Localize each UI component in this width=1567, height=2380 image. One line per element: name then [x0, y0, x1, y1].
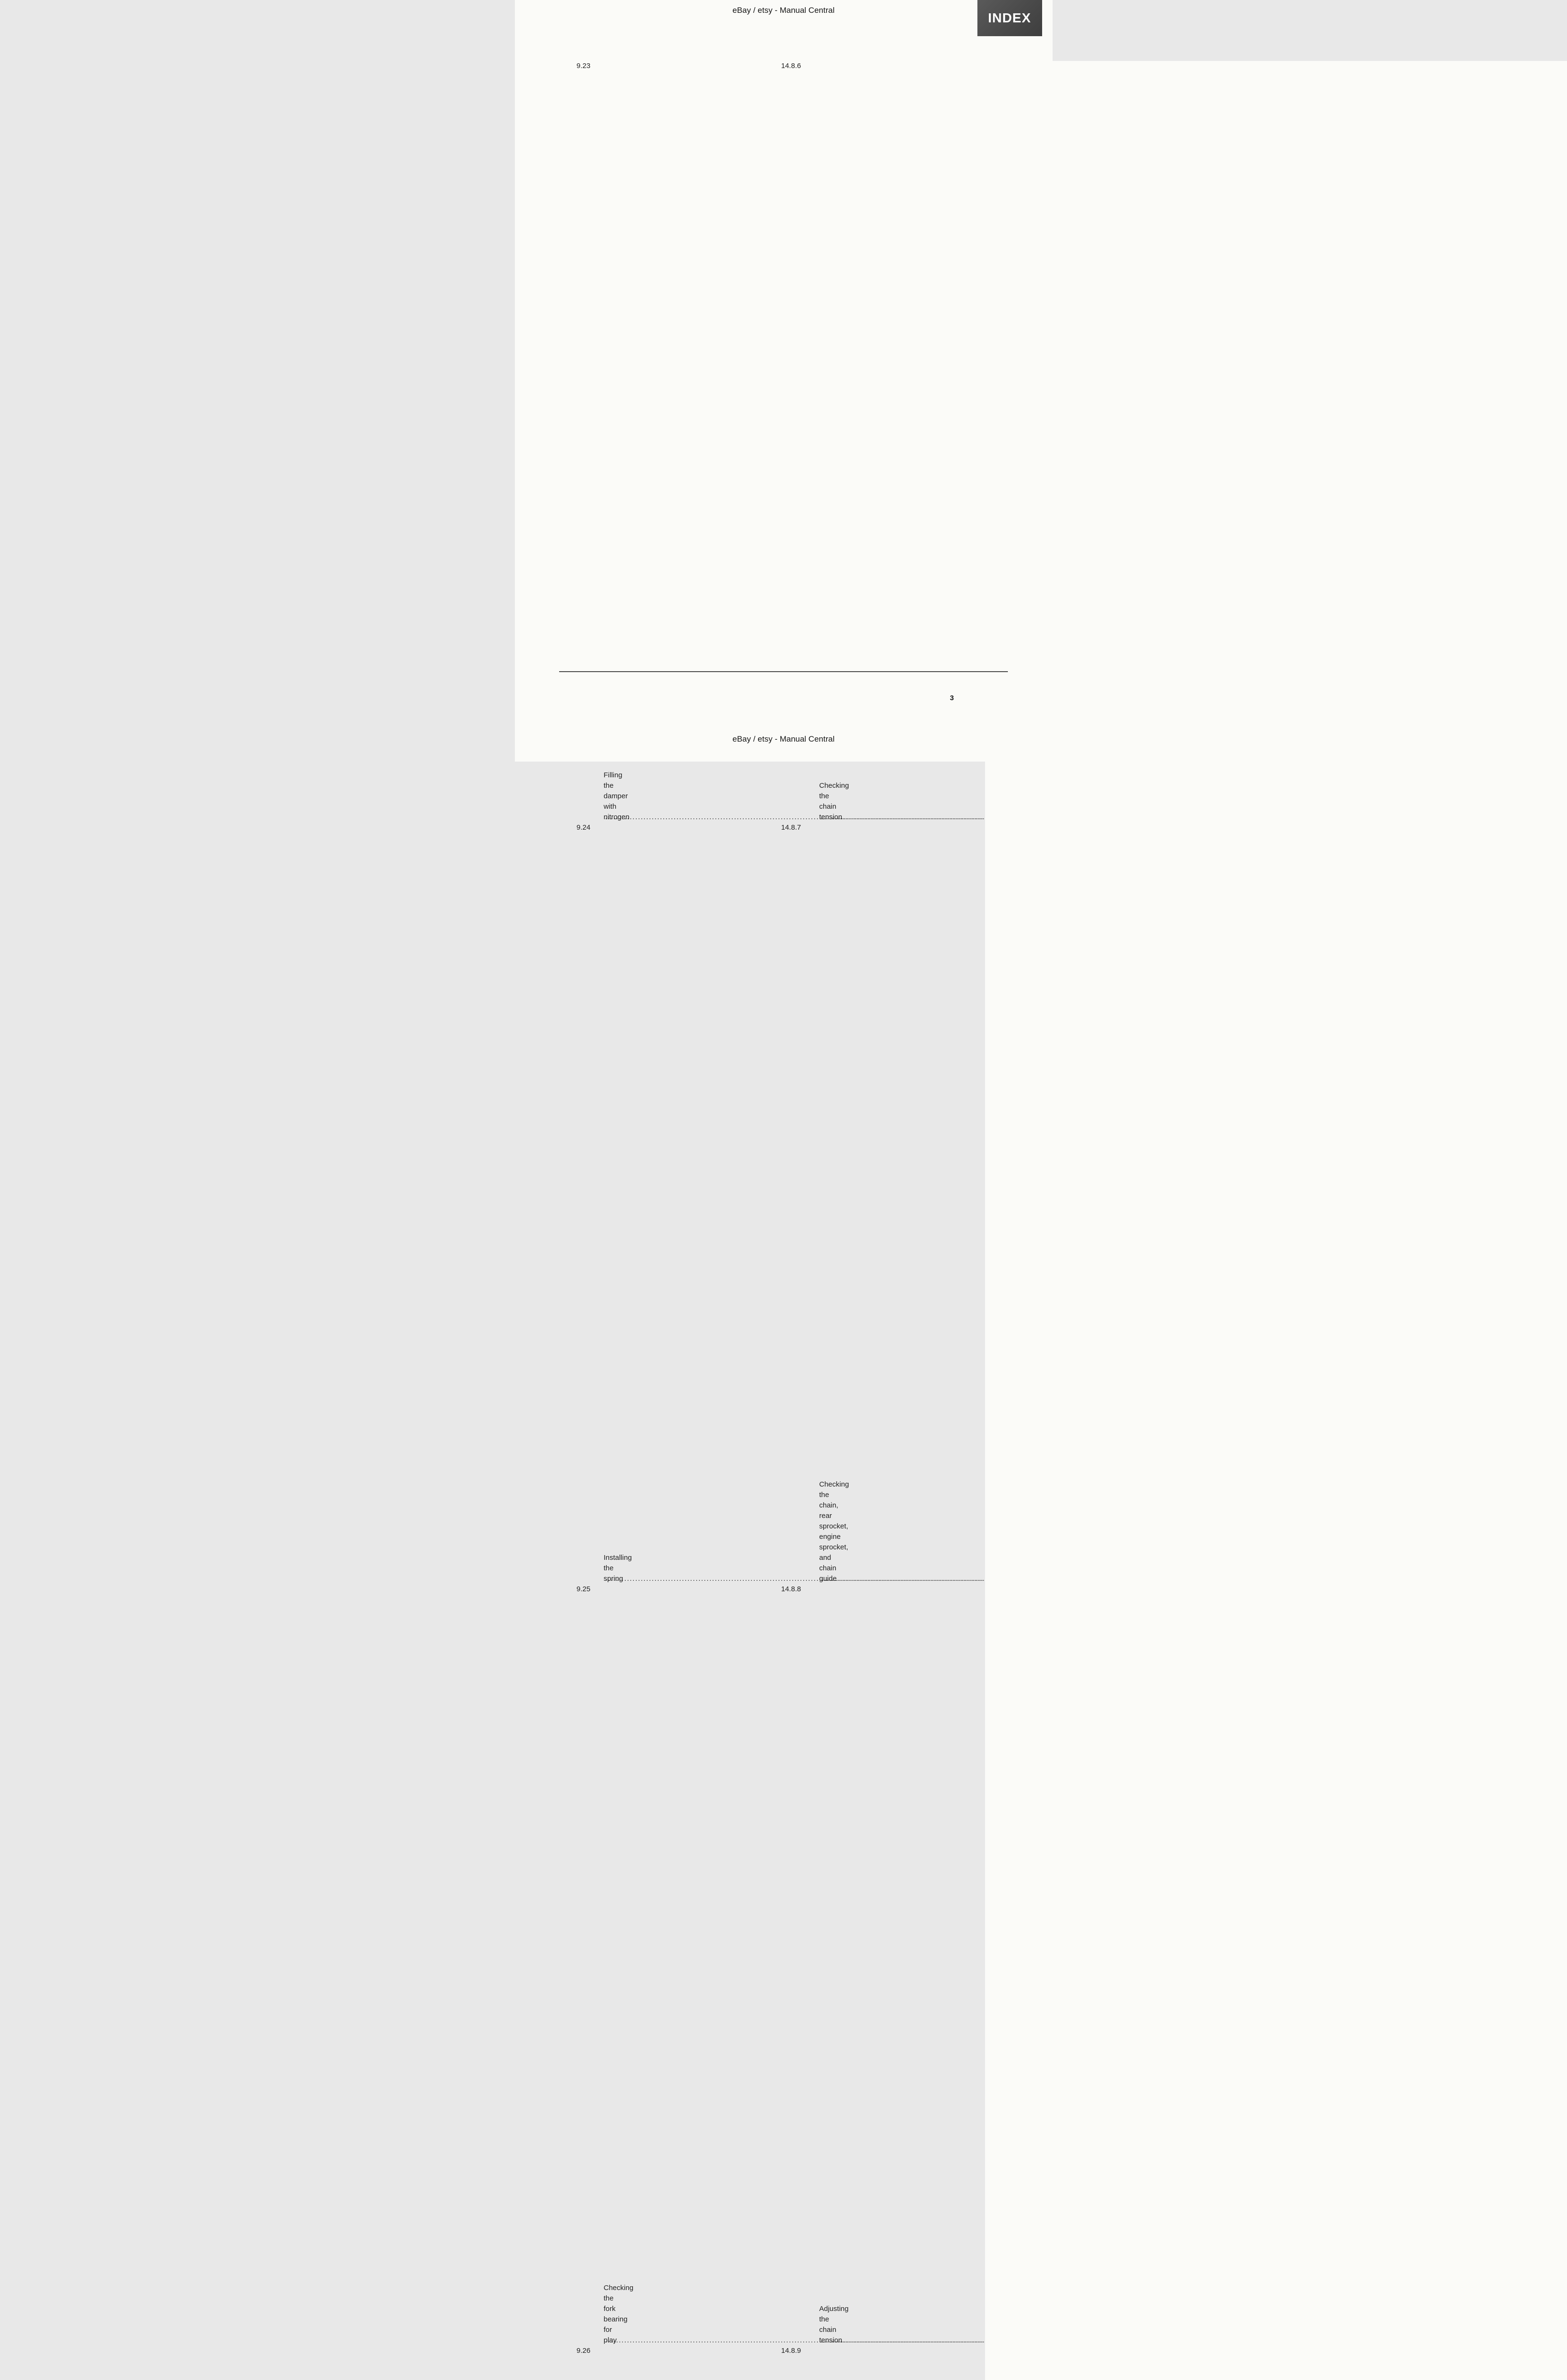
toc-left-column [559, 61, 749, 2380]
toc-entry-row: 9.23 Filling the damper with nitrogen ..... [559, 61, 749, 823]
toc-entry-row: 14.8.8 Adjusting the chain tension ..... [764, 1584, 954, 2346]
footer-divider [559, 671, 1008, 672]
header-title: eBay / etsy - Manual Central [732, 6, 835, 15]
toc-entry-number: 14.8.9 [781, 2347, 801, 2355]
toc-entry-page [1201, 1584, 1567, 2346]
toc-entry-number: 9.26 [576, 2347, 591, 2355]
toc-entry-number: 9.25 [576, 1585, 591, 1593]
toc-entry-row: 14.8.7 Checking the chain, rear sprocket, engine sprocket, and chain guide ..... [764, 823, 954, 1584]
toc-entry-number: 14.8.8 [781, 1585, 801, 1593]
toc-entry-row: 9.25 Checking the fork bearing for play ..... [559, 1584, 749, 2346]
index-badge-label: INDEX [988, 10, 1031, 25]
toc-entry-row [559, 2346, 749, 2380]
toc-right-column [764, 61, 954, 2380]
table-of-contents [559, 61, 954, 2380]
index-badge [977, 0, 1042, 36]
manual-index-page [515, 0, 1053, 2355]
toc-entry-page [1201, 823, 1567, 1584]
footer-title: eBay / etsy - Manual Central [732, 734, 835, 744]
toc-entry-row: 9.24 Installing the spring ..... [559, 823, 749, 1584]
toc-entry-page [1201, 2346, 1567, 2380]
page-number: 3 [950, 694, 954, 702]
toc-entry-row [764, 2346, 954, 2380]
toc-entry-row: 14.8.6 Checking the chain tension ..... [764, 61, 954, 823]
page-header [515, 6, 1053, 15]
toc-entry-page [1201, 61, 1567, 823]
toc-entry-number: 14.8.6 [781, 62, 801, 70]
toc-entry-number: 9.23 [576, 62, 591, 70]
toc-entry-number: 9.24 [576, 823, 591, 832]
page-footer [515, 734, 1053, 744]
toc-entry-number: 14.8.7 [781, 823, 801, 832]
